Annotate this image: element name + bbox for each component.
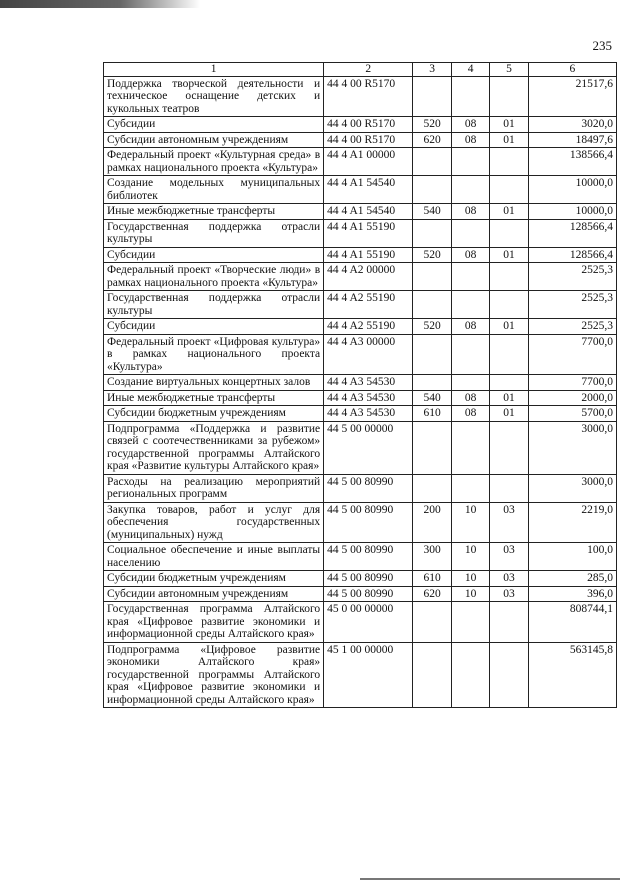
amount: 2525,3 (528, 291, 616, 319)
target-code: 44 5 00 80990 (324, 502, 413, 543)
table-row (104, 247, 617, 263)
amount: 2219,0 (528, 502, 616, 543)
amount: 100,0 (528, 543, 616, 571)
target-code: 44 4 A3 54530 (324, 406, 413, 422)
target-code: 44 4 A2 55190 (324, 291, 413, 319)
section: 08 (451, 319, 489, 335)
target-code: 44 4 A3 54530 (324, 390, 413, 406)
subsection: 01 (490, 406, 528, 422)
item-name: Федеральный проект «Культурная среда» в рамках национального проекта «Культура» (104, 148, 324, 176)
subsection (490, 421, 528, 474)
target-code: 45 0 00 00000 (324, 602, 413, 643)
section: 08 (451, 204, 489, 220)
expense-type (413, 148, 451, 176)
amount: 563145,8 (528, 642, 616, 708)
table-row (104, 291, 617, 319)
item-name: Субсидии автономным учреждениям (104, 586, 324, 602)
item-name: Подпрограмма «Цифровое развитие экономики Алтайского края» государственной программы Алтайского края «Цифровое развитие экономики и информационной среды Алтайского края» (104, 642, 324, 708)
subsection: 01 (490, 132, 528, 148)
item-name: Расходы на реализацию мероприятий региональных программ (104, 474, 324, 502)
expense-type: 520 (413, 117, 451, 133)
section: 08 (451, 390, 489, 406)
expense-type: 610 (413, 406, 451, 422)
target-code: 44 4 00 R5170 (324, 76, 413, 117)
section (451, 474, 489, 502)
section: 10 (451, 543, 489, 571)
subsection (490, 375, 528, 391)
amount: 128566,4 (528, 247, 616, 263)
table-row (104, 263, 617, 291)
table-row (104, 543, 617, 571)
item-name: Субсидии бюджетным учреждениям (104, 406, 324, 422)
amount: 138566,4 (528, 148, 616, 176)
col-header-6: 6 (528, 63, 616, 77)
target-code: 44 4 A1 54540 (324, 204, 413, 220)
expense-type: 520 (413, 319, 451, 335)
expense-type: 200 (413, 502, 451, 543)
expense-type: 520 (413, 247, 451, 263)
expense-type (413, 263, 451, 291)
item-name: Поддержка творческой деятельности и техническое оснащение детских и кукольных театров (104, 76, 324, 117)
item-name: Субсидии (104, 247, 324, 263)
section: 08 (451, 117, 489, 133)
amount: 285,0 (528, 571, 616, 587)
amount: 10000,0 (528, 176, 616, 204)
item-name: Создание модельных муниципальных библиотек (104, 176, 324, 204)
amount: 2525,3 (528, 263, 616, 291)
table-row (104, 204, 617, 220)
table-row (104, 176, 617, 204)
amount: 18497,6 (528, 132, 616, 148)
subsection (490, 334, 528, 375)
subsection: 01 (490, 117, 528, 133)
item-name: Закупка товаров, работ и услуг для обеспечения государственных (муниципальных) нужд (104, 502, 324, 543)
target-code: 44 5 00 80990 (324, 586, 413, 602)
section: 10 (451, 586, 489, 602)
table-row (104, 502, 617, 543)
expense-type (413, 76, 451, 117)
target-code: 44 4 A3 00000 (324, 334, 413, 375)
section (451, 642, 489, 708)
col-header-5: 5 (490, 63, 528, 77)
amount: 21517,6 (528, 76, 616, 117)
item-name: Иные межбюджетные трансферты (104, 204, 324, 220)
item-name: Субсидии (104, 319, 324, 335)
expense-type: 620 (413, 586, 451, 602)
section: 10 (451, 571, 489, 587)
expense-type: 620 (413, 132, 451, 148)
target-code: 44 4 A1 00000 (324, 148, 413, 176)
section (451, 219, 489, 247)
expense-type (413, 421, 451, 474)
table-row (104, 586, 617, 602)
table-row (104, 148, 617, 176)
item-name: Создание виртуальных концертных залов (104, 375, 324, 391)
expense-type: 540 (413, 390, 451, 406)
subsection: 01 (490, 390, 528, 406)
subsection (490, 642, 528, 708)
item-name: Государственная программа Алтайского края «Цифровое развитие экономики и информационной среды Алтайского края» (104, 602, 324, 643)
col-header-4: 4 (451, 63, 489, 77)
table-row (104, 319, 617, 335)
amount: 7700,0 (528, 375, 616, 391)
section (451, 421, 489, 474)
expense-type (413, 219, 451, 247)
scan-edge-top (0, 0, 200, 8)
target-code: 44 4 A3 54530 (324, 375, 413, 391)
subsection (490, 291, 528, 319)
expense-type: 540 (413, 204, 451, 220)
item-name: Социальное обеспечение и иные выплаты населению (104, 543, 324, 571)
section: 08 (451, 406, 489, 422)
table-row (104, 406, 617, 422)
item-name: Субсидии бюджетным учреждениям (104, 571, 324, 587)
target-code: 44 4 A2 00000 (324, 263, 413, 291)
section (451, 291, 489, 319)
item-name: Федеральный проект «Творческие люди» в рамках национального проекта «Культура» (104, 263, 324, 291)
expense-type (413, 642, 451, 708)
expense-type (413, 375, 451, 391)
budget-table (103, 62, 617, 708)
subsection: 03 (490, 571, 528, 587)
target-code: 45 1 00 00000 (324, 642, 413, 708)
target-code: 44 4 A2 55190 (324, 319, 413, 335)
table-row (104, 375, 617, 391)
target-code: 44 4 A1 55190 (324, 247, 413, 263)
amount: 3020,0 (528, 117, 616, 133)
section: 10 (451, 502, 489, 543)
target-code: 44 4 A1 54540 (324, 176, 413, 204)
subsection: 03 (490, 543, 528, 571)
expense-type: 300 (413, 543, 451, 571)
section (451, 176, 489, 204)
subsection: 03 (490, 586, 528, 602)
target-code: 44 4 A1 55190 (324, 219, 413, 247)
amount: 128566,4 (528, 219, 616, 247)
table-row (104, 132, 617, 148)
subsection (490, 176, 528, 204)
expense-type: 610 (413, 571, 451, 587)
col-header-3: 3 (413, 63, 451, 77)
section (451, 375, 489, 391)
table-row (104, 571, 617, 587)
subsection (490, 474, 528, 502)
target-code: 44 4 00 R5170 (324, 117, 413, 133)
amount: 808744,1 (528, 602, 616, 643)
section (451, 334, 489, 375)
expense-type (413, 176, 451, 204)
target-code: 44 5 00 80990 (324, 571, 413, 587)
section (451, 76, 489, 117)
amount: 2000,0 (528, 390, 616, 406)
subsection: 01 (490, 247, 528, 263)
amount: 396,0 (528, 586, 616, 602)
table-row (104, 334, 617, 375)
amount: 3000,0 (528, 421, 616, 474)
item-name: Федеральный проект «Цифровая культура» в рамках национального проекта «Культура» (104, 334, 324, 375)
table-row (104, 642, 617, 708)
section: 08 (451, 132, 489, 148)
table-row (104, 117, 617, 133)
amount: 2525,3 (528, 319, 616, 335)
subsection: 01 (490, 319, 528, 335)
item-name: Подпрограмма «Поддержка и развитие связей с соотечественниками за рубежом» государственной программы Алтайского края «Развитие культуры Алтайского края» (104, 421, 324, 474)
item-name: Иные межбюджетные трансферты (104, 390, 324, 406)
subsection (490, 148, 528, 176)
target-code: 44 4 00 R5170 (324, 132, 413, 148)
amount: 10000,0 (528, 204, 616, 220)
expense-type (413, 334, 451, 375)
target-code: 44 5 00 80990 (324, 474, 413, 502)
table-body (104, 76, 617, 708)
expense-type (413, 602, 451, 643)
item-name: Субсидии (104, 117, 324, 133)
section (451, 602, 489, 643)
item-name: Государственная поддержка отрасли культуры (104, 291, 324, 319)
section (451, 263, 489, 291)
subsection (490, 76, 528, 117)
table-row (104, 76, 617, 117)
table-row (104, 474, 617, 502)
col-header-1: 1 (104, 63, 324, 77)
target-code: 44 5 00 00000 (324, 421, 413, 474)
col-header-2: 2 (324, 63, 413, 77)
subsection (490, 263, 528, 291)
amount: 3000,0 (528, 474, 616, 502)
amount: 5700,0 (528, 406, 616, 422)
subsection (490, 602, 528, 643)
section: 08 (451, 247, 489, 263)
target-code: 44 5 00 80990 (324, 543, 413, 571)
subsection: 03 (490, 502, 528, 543)
header-row (104, 63, 617, 77)
item-name: Субсидии автономным учреждениям (104, 132, 324, 148)
section (451, 148, 489, 176)
subsection (490, 219, 528, 247)
page-number: 235 (592, 38, 612, 53)
table-row (104, 219, 617, 247)
expense-type (413, 291, 451, 319)
table-row (104, 421, 617, 474)
subsection: 01 (490, 204, 528, 220)
scan-edge-bottom (360, 878, 620, 880)
item-name: Государственная поддержка отрасли культуры (104, 219, 324, 247)
amount: 7700,0 (528, 334, 616, 375)
table-row (104, 390, 617, 406)
expense-type (413, 474, 451, 502)
table-row (104, 602, 617, 643)
